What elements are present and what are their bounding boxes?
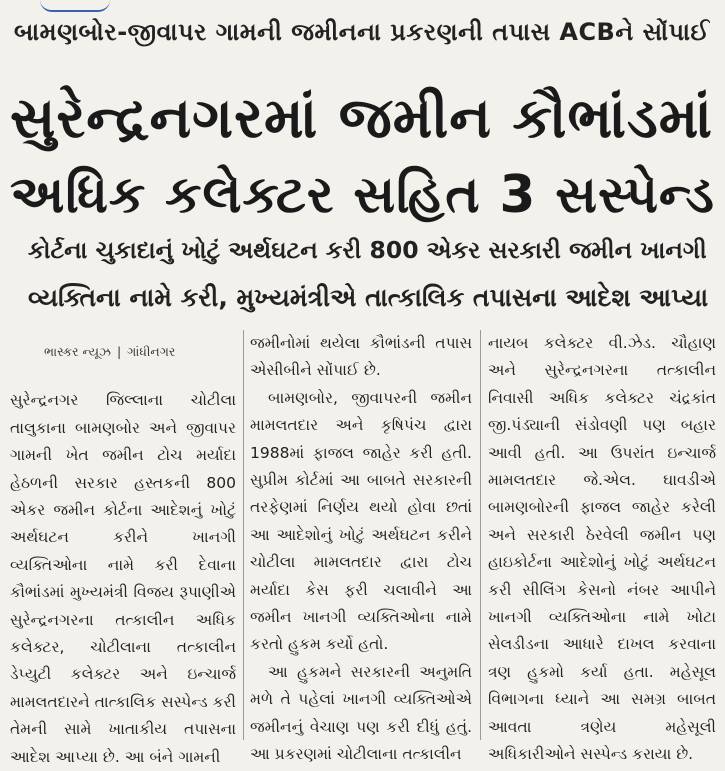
article-column-2 bbox=[250, 330, 472, 764]
main-headline-line-1: સુરેન્દ્રનગરમાં જમીન કૌભાંડમાં bbox=[10, 86, 713, 151]
byline-source: ભાસ્કર ન્યૂઝ bbox=[44, 344, 111, 359]
paragraph: બામણબોર, જીવાપરની જમીન મામલતદાર અને કૃષિપંચ દ્વારા 1988માં ફાજલ જાહેર કરી હતી. સુપ્રીમ કોર્ટમાં આ બાબતે સરકારની તરફેણમાં નિર્ણય થયો હોવા છતાં આ આદેશોનું ખોટું અર્થઘટન કરીને ચોટીલા મામલતદાર દ્વારા ટોચ મર્યાદા કેસ ફરી ચલાવીને આ જમીન ખાનગી વ્યક્તિઓના નામે કરતો હુકમ કર્યો હતો. bbox=[250, 388, 472, 654]
article-column-1 bbox=[10, 338, 236, 766]
column-divider bbox=[243, 330, 244, 740]
byline-place: ગાંધીનગર bbox=[127, 344, 176, 359]
main-headline-line-2: અધિક કલેક્ટર સહિત 3 સસ્પેન્ડ bbox=[10, 165, 715, 225]
byline: ભાસ્કર ન્યૂઝ | ગાંધીનગર bbox=[44, 344, 176, 359]
deck-line-2: વ્યક્તિના નામે કરી, મુખ્યમંત્રીએ તાત્કાલિક તપાસના આદેશ આપ્યા bbox=[28, 283, 709, 312]
kicker-headline: બામણબોર-જીવાપર ગામની જમીનના પ્રકરણની તપાસ ACBને સોંપાઈ bbox=[14, 18, 710, 46]
paragraph: સુરેન્દ્રનગર જિલ્લાના ચોટીલા તાલુકાના બામણબોર અને જીવાપર ગામની ખેત જમીન ટોચ મર્યાદા હેઠળની સરકાર હસ્તકની 800 એકર જમીન કોર્ટના આદેશનું ખોટું અર્થઘટન કરીને ખાનગી વ્યક્તિઓના નામે કરી દેવાના કૌભાંડમાં મુખ્યમંત્રી વિજય રૂપાણીએ સુરેન્દ્રનગરના તત્કાલીન અધિક કલેક્ટર, ચોટીલાના તત્કાલીન ડેપ્યુટી કલેક્ટર અને ઇન્ચાર્જ મામલતદારને તાત્કાલિક સસ્પેન્ડ કરી તેમની સામે ખાતાકીય તપાસના આદેશ આપ્યા છે. આ બંને ગામની bbox=[10, 391, 236, 766]
column-divider bbox=[480, 330, 481, 740]
paragraph: જમીનોમાં થયેલા કૌભાંડની તપાસ એસીબીને સોંપાઈ છે. bbox=[250, 334, 472, 380]
paragraph: આ હુકમને સરકારની અનુમતિ મળે તે પહેલાં ખાનગી વ્યક્તિઓએ જમીનનું વેચાણ પણ કરી દીધું હતું. આ પ્રકરણમાં ચોટીલાના તત્કાલીન bbox=[250, 662, 472, 764]
paragraph: નાયબ કલેક્ટર વી.ઝેડ. ચૌહાણ અને સુરેન્દ્રનગરના તત્કાલીન નિવાસી અધિક કલેક્ટર ચંદ્રકાંત જી.પંડ્યાની સંડોવણી પણ બહાર આવી હતી. આ ઉપરાંત ઇન્ચાર્જ મામલતદાર જે.એલ. ઘાવડીએ બામણબોરની ફાજલ જાહેર કરેલી અને સરકારી ઠેરવેલી જમીન પણ હાઇકોર્ટના આદેશોનું ખોટું અર્થઘટન કરી સીલિંગ કેસનો નંબર આપીને ખાનગી વ્યક્તિઓના નામે ખોટા સેલડીડના આધારે દાખલ કરવાના ત્રણ હુકમો કર્યા હતા. મહેસૂલ વિભાગના ધ્યાને આ સમગ્ર બાબત આવતા ત્રણેય મહેસૂલી અધિકારીઓને સસ્પેન્ડ કરાયા છે. bbox=[488, 334, 716, 764]
deck-line-1: કોર્ટના ચુકાદાનું ખોટું અર્થઘટન કરી 800 એકર સરકારી જમીન ખાનગી bbox=[28, 236, 707, 264]
ink-mark bbox=[40, 0, 110, 12]
article-column-3 bbox=[488, 330, 716, 764]
